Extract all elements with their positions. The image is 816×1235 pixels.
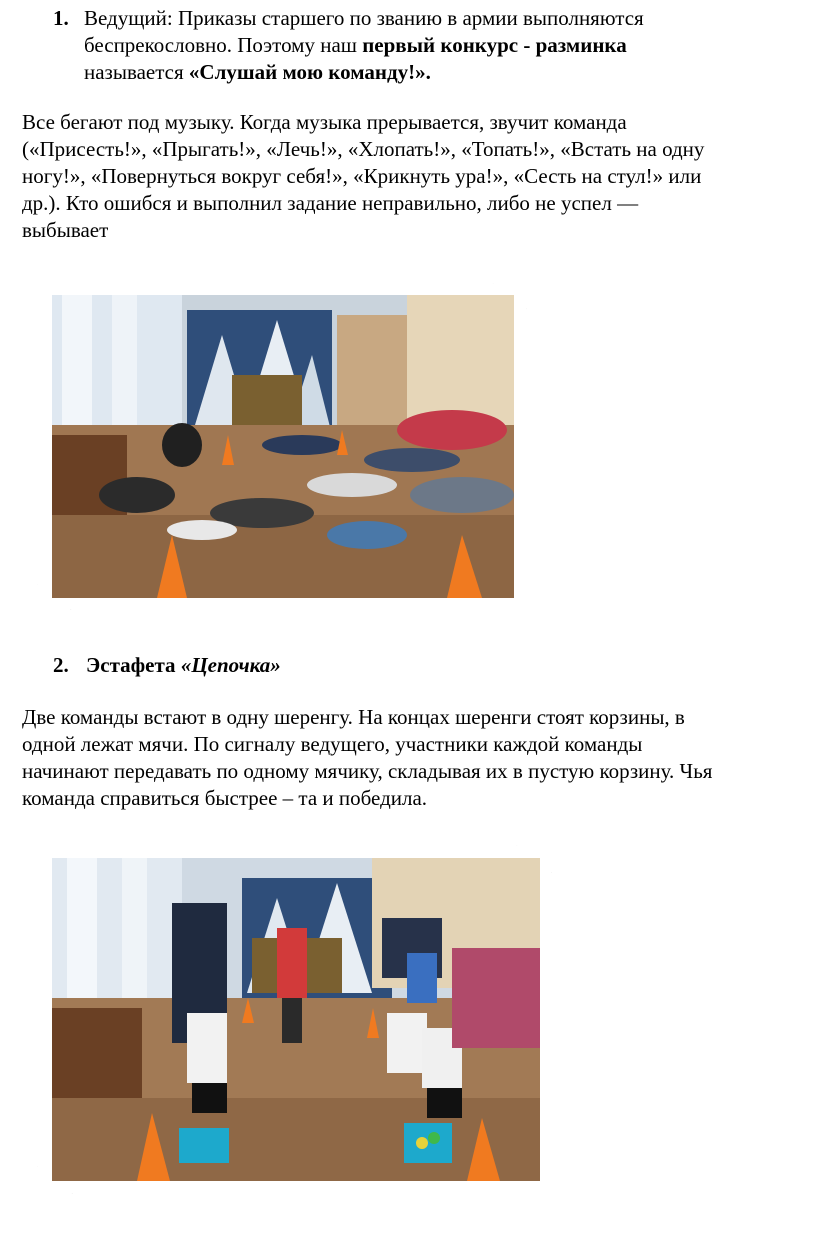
section1-paragraph: Все бегают под музыку. Когда музыка прерывается, звучит команда («Присесть!», «Прыгать!», «Лечь!», «Хлопать!», «Топать!», «Встать на одну ногу!», «Повернуться вокруг себя!», «Крикнуть ура!», «Сесть на стул!» или др.). Кто ошибся и выполнил задание неправильно, либо не успел — выбывает [22, 110, 705, 242]
section1-line2: беспрекословно. Поэтому наш первый конкурс - разминка [84, 33, 627, 57]
list-number-2: 2. [53, 653, 69, 677]
photo-warmup-game [52, 295, 514, 598]
list-number-1: 1. [53, 6, 69, 30]
section1-line3: называется «Слушай мою команду!». [84, 60, 431, 84]
section1-heading [84, 5, 784, 86]
contest-title-bold: «Слушай мою команду!». [188, 60, 431, 84]
relay-name-italic: «Цепочка» [180, 653, 281, 677]
section2-title: Эстафета «Цепочка» [86, 653, 281, 677]
section1-line1: Ведущий: Приказы старшего по званию в армии выполняются [84, 6, 644, 30]
section2-paragraph: Две команды встают в одну шеренгу. На концах шеренги стоят корзины, в одной лежат мячи. По сигналу ведущего, участники каждой команды начинают передавать по одному мячику, складывая их в пустую корзину. Чья команда справиться быстрее – та и победила. [22, 705, 713, 810]
photo-relay-chain [52, 858, 540, 1181]
contest-name-bold: первый конкурс - разминка [362, 33, 627, 57]
